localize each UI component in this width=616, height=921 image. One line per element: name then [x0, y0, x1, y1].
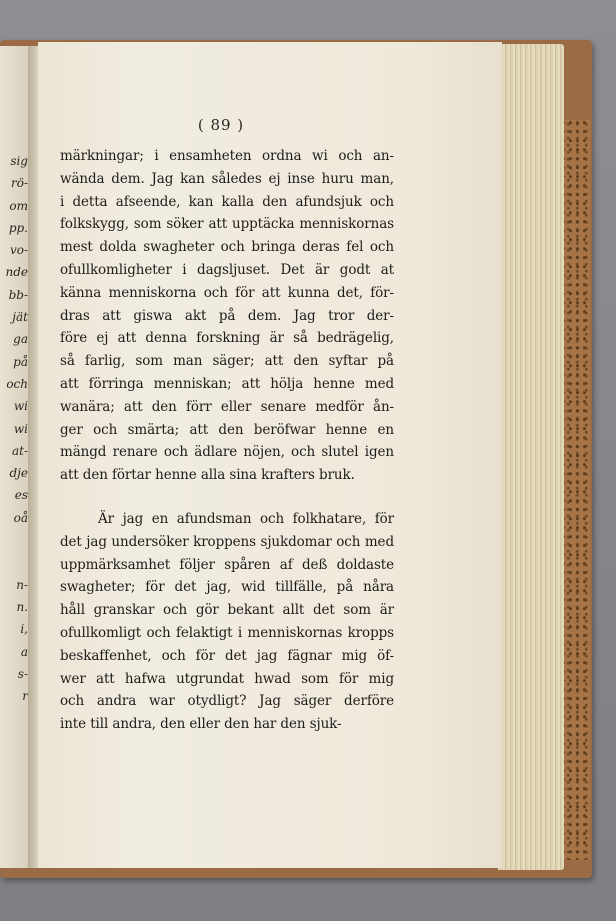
text-line: så farlig, som man säger; att den syftar på [60, 353, 394, 370]
left-page-fragment: es [14, 488, 28, 503]
left-page-fragment: ga [13, 332, 28, 347]
left-page-fragment: n. [16, 599, 28, 614]
text-line: mängd renare och ädlare nöjen, och slutel igen [60, 444, 394, 461]
left-page-fragment: n- [16, 577, 28, 592]
text-line: före ej att denna forskning är så bedrägelig, [60, 330, 394, 347]
left-page-fragment: pp. [8, 220, 28, 235]
text-line: wanära; att den förr eller senare medför ån- [60, 398, 394, 415]
left-page-fragment: r [22, 689, 28, 704]
text-line: wer att hafwa utgrundat hwad som för mig [60, 670, 394, 687]
text-line: håll granskar och gör bekant allt det som är [60, 602, 394, 619]
text-line: ger och smärta; att den beröfwar henne en [60, 421, 394, 438]
text-line: mest dolda swagheter och bringa deras fel och [60, 239, 394, 256]
text-line: inte till andra, den eller den har den sjuk- [60, 716, 342, 733]
text-line: i detta afseende, kan kalla den afundsjuk och [60, 193, 394, 210]
left-page-fragment: a [20, 644, 28, 659]
text-line: beskaffenhet, och för det jag fägnar mig öf- [60, 647, 394, 664]
paragraph-1 [60, 145, 394, 487]
marbled-cover-edge [562, 120, 590, 860]
left-page-fragment: och [6, 376, 28, 391]
left-page-fragment: oå [13, 510, 28, 525]
left-page-fragment: at- [11, 443, 28, 458]
text-line: ofullkomligheter i dagsljuset. Det är godt at [60, 261, 394, 278]
page-edges [498, 44, 564, 870]
text-line: att förringa menniskan; att hölja henne med [60, 375, 394, 392]
left-page-fragment: vo- [9, 243, 28, 258]
left-page [0, 46, 30, 868]
text-line: känna menniskorna och för att kunna det, för- [60, 284, 394, 301]
left-page-fragment [2, 529, 28, 551]
left-page-fragment: wi [13, 421, 28, 436]
left-page-fragment: nde [5, 265, 28, 280]
left-page-fragment: bb- [8, 287, 28, 302]
left-page-text-fragments [2, 150, 28, 730]
left-page-fragment: rö- [10, 176, 28, 191]
paragraph-break [60, 487, 394, 508]
text-line: folkskygg, som söker att upptäcka menniskornas [60, 216, 394, 233]
left-page-fragment: s- [17, 666, 28, 681]
left-page-fragment: dje [9, 466, 28, 481]
left-page-fragment [2, 551, 28, 573]
left-page-fragment: i, [20, 622, 28, 637]
paragraph-2 [60, 508, 394, 736]
left-page-fragment: jät [12, 310, 28, 325]
text-line: swagheter; för det jag, wid tillfälle, på nåra [60, 579, 394, 596]
text-line: dras att giswa akt på dem. Jag tror der- [60, 307, 394, 324]
page-text [60, 145, 394, 736]
page-number: ( 89 ) [197, 116, 245, 134]
text-line: och andra war otydligt? Jag säger derföre [60, 693, 394, 710]
text-line: Är jag en afundsman och folkhatare, för [98, 510, 394, 527]
left-page-fragment: på [13, 354, 28, 369]
text-line: uppmärksamhet följer spåren af deß doldaste [60, 556, 394, 573]
text-line: ofullkomligt och felaktigt i menniskornas kropps [60, 624, 394, 641]
text-line: wända dem. Jag kan således ej inse huru man, [60, 170, 394, 187]
left-page-fragment: sig [10, 154, 28, 168]
text-line: att den förtar henne alla sina krafters bruk. [60, 467, 355, 484]
text-line: det jag undersöker kroppens sjukdomar och med [60, 533, 394, 550]
text-line: märkningar; i ensamheten ordna wi och an- [60, 148, 394, 164]
left-page-fragment: wi [13, 399, 28, 414]
left-page-fragment [2, 707, 28, 729]
left-page-fragment: om [9, 198, 28, 213]
